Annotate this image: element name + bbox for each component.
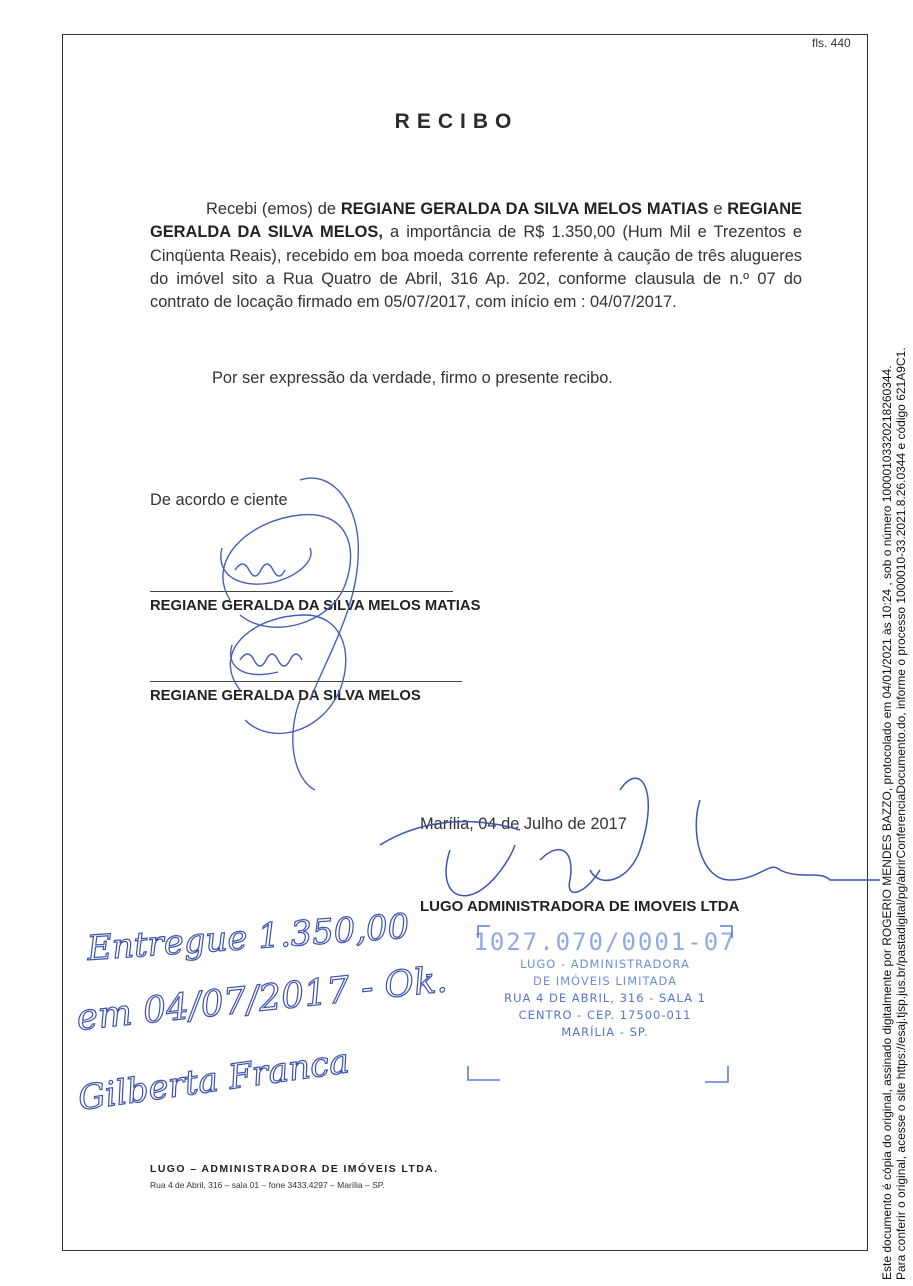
handwritten-line-2: em 04/07/2017 - Ok. — [74, 959, 450, 1039]
payer-name-1: REGIANE GERALDA DA SILVA MELOS MATIAS — [340, 200, 709, 218]
closing-statement: Por ser expressão da verdade, firmo o presente recibo. — [212, 369, 613, 387]
signature-line-2 — [150, 681, 462, 682]
receipt-text — [150, 198, 802, 314]
digital-signature-line-2: Para conferir o original, acesse o site https://esaj.tjsp.jus.br/pastadigital/pg/abrirConferenciaDocumento.do, informe o processo 1000010-33.2021.8.26.0344 e código 621A9C1. — [894, 347, 908, 1280]
stamp-line-1: LUGO - ADMINISTRADORA — [520, 957, 690, 971]
agreement-label: De acordo e ciente — [150, 491, 288, 509]
stamp-line-5: MARÍLIA - SP. — [561, 1025, 649, 1039]
handwritten-line-1: Entregue 1.350,00 — [85, 906, 411, 969]
handwritten-signature: Gilberta Franca — [75, 1041, 352, 1119]
stamp-line-4: CENTRO - CEP. 17500-011 — [518, 1008, 692, 1022]
company-signatory: LUGO ADMINISTRADORA DE IMOVEIS LTDA — [420, 898, 740, 915]
company-stamp — [470, 928, 740, 1063]
place-date: Marília, 04 de Julho de 2017 — [420, 815, 627, 833]
signatory-name-2: REGIANE GERALDA DA SILVA MELOS — [150, 688, 421, 704]
stamp-line-2: DE IMÓVEIS LIMITADA — [532, 974, 678, 988]
document-title: RECIBO — [394, 110, 519, 133]
receipt-text-part3: a importância de R$ 1.350,00 (Hum Mil e Trezentos e Cinqüenta Reais), recebido em boa moeda corrente referente à caução de três alugueres do imóvel sito a Rua Quatro de Abril, 316 Ap. 202, conforme clausula de n.º 07 do contrato de locação firmado em 05/07/2017, com início em : 04/07/2017. — [150, 223, 802, 312]
receipt-text-part1: Recebi (emos) de — [206, 200, 341, 218]
signature-line-1 — [150, 591, 453, 592]
footer-address: Rua 4 de Abril, 316 – sala 01 – fone 3433.4297 – Marília – SP. — [150, 1180, 385, 1190]
payer-name-2: REGIANE GERALDA DA SILVA MELOS, — [150, 200, 802, 242]
page-number: fls. 440 — [812, 36, 851, 50]
signatory-name-1: REGIANE GERALDA DA SILVA MELOS MATIAS — [150, 598, 481, 614]
stamp-line-3: RUA 4 DE ABRIL, 316 - SALA 1 — [504, 991, 706, 1005]
stamp-cnpj: 1027.070/0001-07 — [473, 928, 737, 956]
digital-signature-line-1: Este documento é cópia do original, assinado digitalmente por ROGERIO MENDES BAZZO, protocolado em 04/01/2021 às 10:24 , sob o número 10000103320218260344. — [880, 365, 894, 1280]
receipt-text-part2: e — [708, 200, 728, 218]
footer-company: LUGO – ADMINISTRADORA DE IMÓVEIS LTDA. — [150, 1163, 439, 1175]
digital-signature-notice — [880, 347, 908, 1280]
